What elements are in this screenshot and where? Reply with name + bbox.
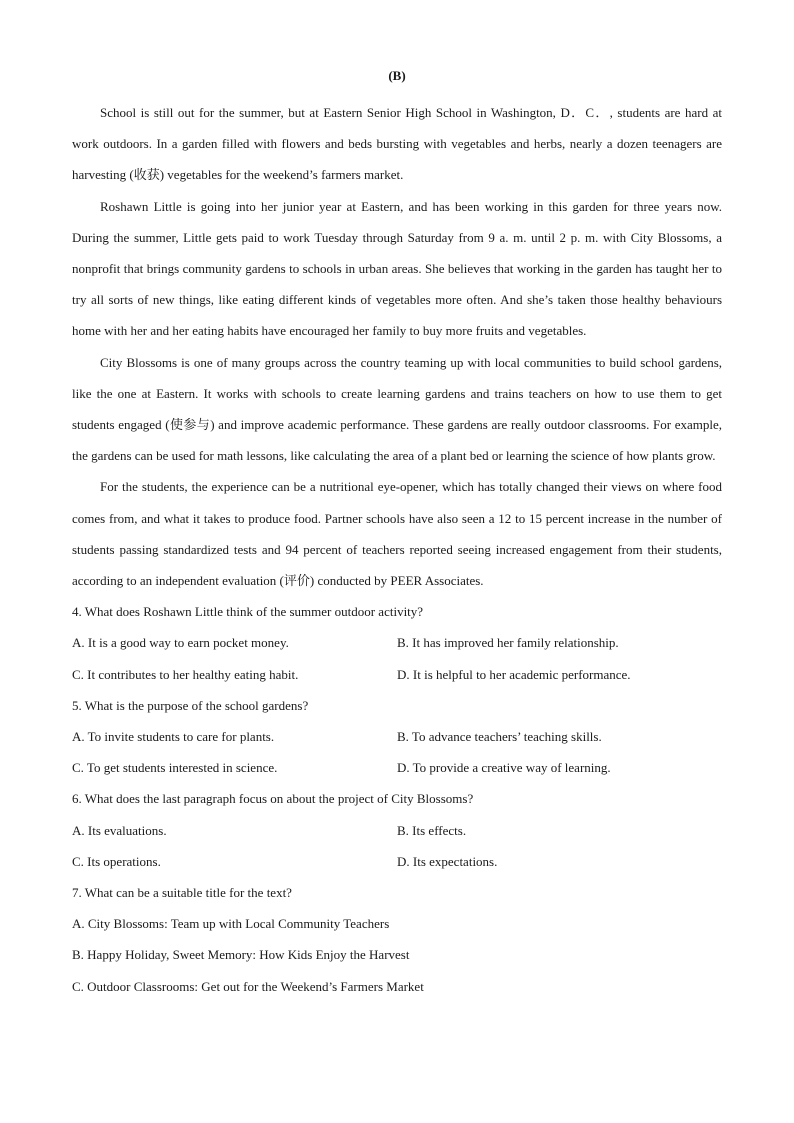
option-row [72,846,722,877]
option-a: A. To invite students to care for plants. [72,729,275,745]
question-5 [72,690,722,784]
question-stem: 6. What does the last paragraph focus on about the project of City Blossoms? [72,791,474,807]
question-stem: 5. What is the purpose of the school gardens? [72,697,309,713]
option-a: A. City Blossoms: Team up with Local Community Teachers [72,916,390,932]
option-c: C. To get students interested in science. [72,760,278,776]
option-b: B. It has improved her family relationship. [397,635,619,651]
option-b: B. Its effects. [397,822,467,838]
section-label: (B) [388,68,406,83]
question-stem: 7. What can be a suitable title for the text? [72,885,292,901]
option-row [72,627,722,658]
passage-paragraph-3: City Blossoms is one of many groups across the country teaming up with local communities to build school gardens, like the one at Eastern. It works with schools to create learning gardens and trains teachers on how to use them to get students engaged (使参与) and improve academic performance. These gardens are really outdoor classrooms. For example, the gardens can be used for math lessons, like calculating the area of a plant bed or learning the science of how plants grow. [72,354,722,464]
option-row [72,815,722,846]
option-a: A. Its evaluations. [72,822,167,838]
question-list [72,596,722,1002]
option-a: A. It is a good way to earn pocket money. [72,635,289,651]
question-7 [72,877,722,1002]
passage-paragraph-1: School is still out for the summer, but at Eastern Senior High School in Washington, D．C．, students are hard at work outdoors. In a garden filled with flowers and beds bursting with vegetables and herbs, nearly a dozen teenagers are harvesting (收获) vegetables for the weekend’s farmers market. [72,105,722,183]
option-row [72,752,722,783]
option-b: B. Happy Holiday, Sweet Memory: How Kids Enjoy the Harvest [72,947,410,963]
reading-passage [72,97,722,596]
passage-paragraph-2: Roshawn Little is going into her junior year at Eastern, and has been working in this garden for three years now. During the summer, Little gets paid to work Tuesday through Saturday from 9 a. m. until 2 p. m. with City Blossoms, a nonprofit that brings community gardens to schools in urban areas. She believes that working in the garden has taught her to try all sorts of new things, like eating different kinds of vegetables more often. And she’s taken those healthy behaviours home with her and her eating habits have encouraged her family to buy more fruits and vegetables. [72,198,722,339]
question-6 [72,783,722,877]
option-b: B. To advance teachers’ teaching skills. [397,729,602,745]
option-c: C. Outdoor Classrooms: Get out for the Weekend’s Farmers Market [72,978,424,994]
option-row [72,721,722,752]
option-d: D. Its expectations. [397,853,498,869]
option-c: C. It contributes to her healthy eating habit. [72,666,299,682]
option-d: D. To provide a creative way of learning. [397,760,611,776]
document-page [72,66,722,1002]
passage-paragraph-4: For the students, the experience can be a nutritional eye-opener, which has totally changed their views on where food comes from, and what it takes to produce food. Partner schools have also seen a 12 to 15 percent increase in the number of students passing standardized tests and 94 percent of teachers reported seeing increased engagement from their students, according to an independent evaluation (评价) conducted by PEER Associates. [72,479,722,589]
option-d: D. It is helpful to her academic performance. [397,666,631,682]
question-stem: 4. What does Roshawn Little think of the summer outdoor activity? [72,604,424,620]
question-4 [72,596,722,690]
option-c: C. Its operations. [72,853,161,869]
option-row [72,659,722,690]
